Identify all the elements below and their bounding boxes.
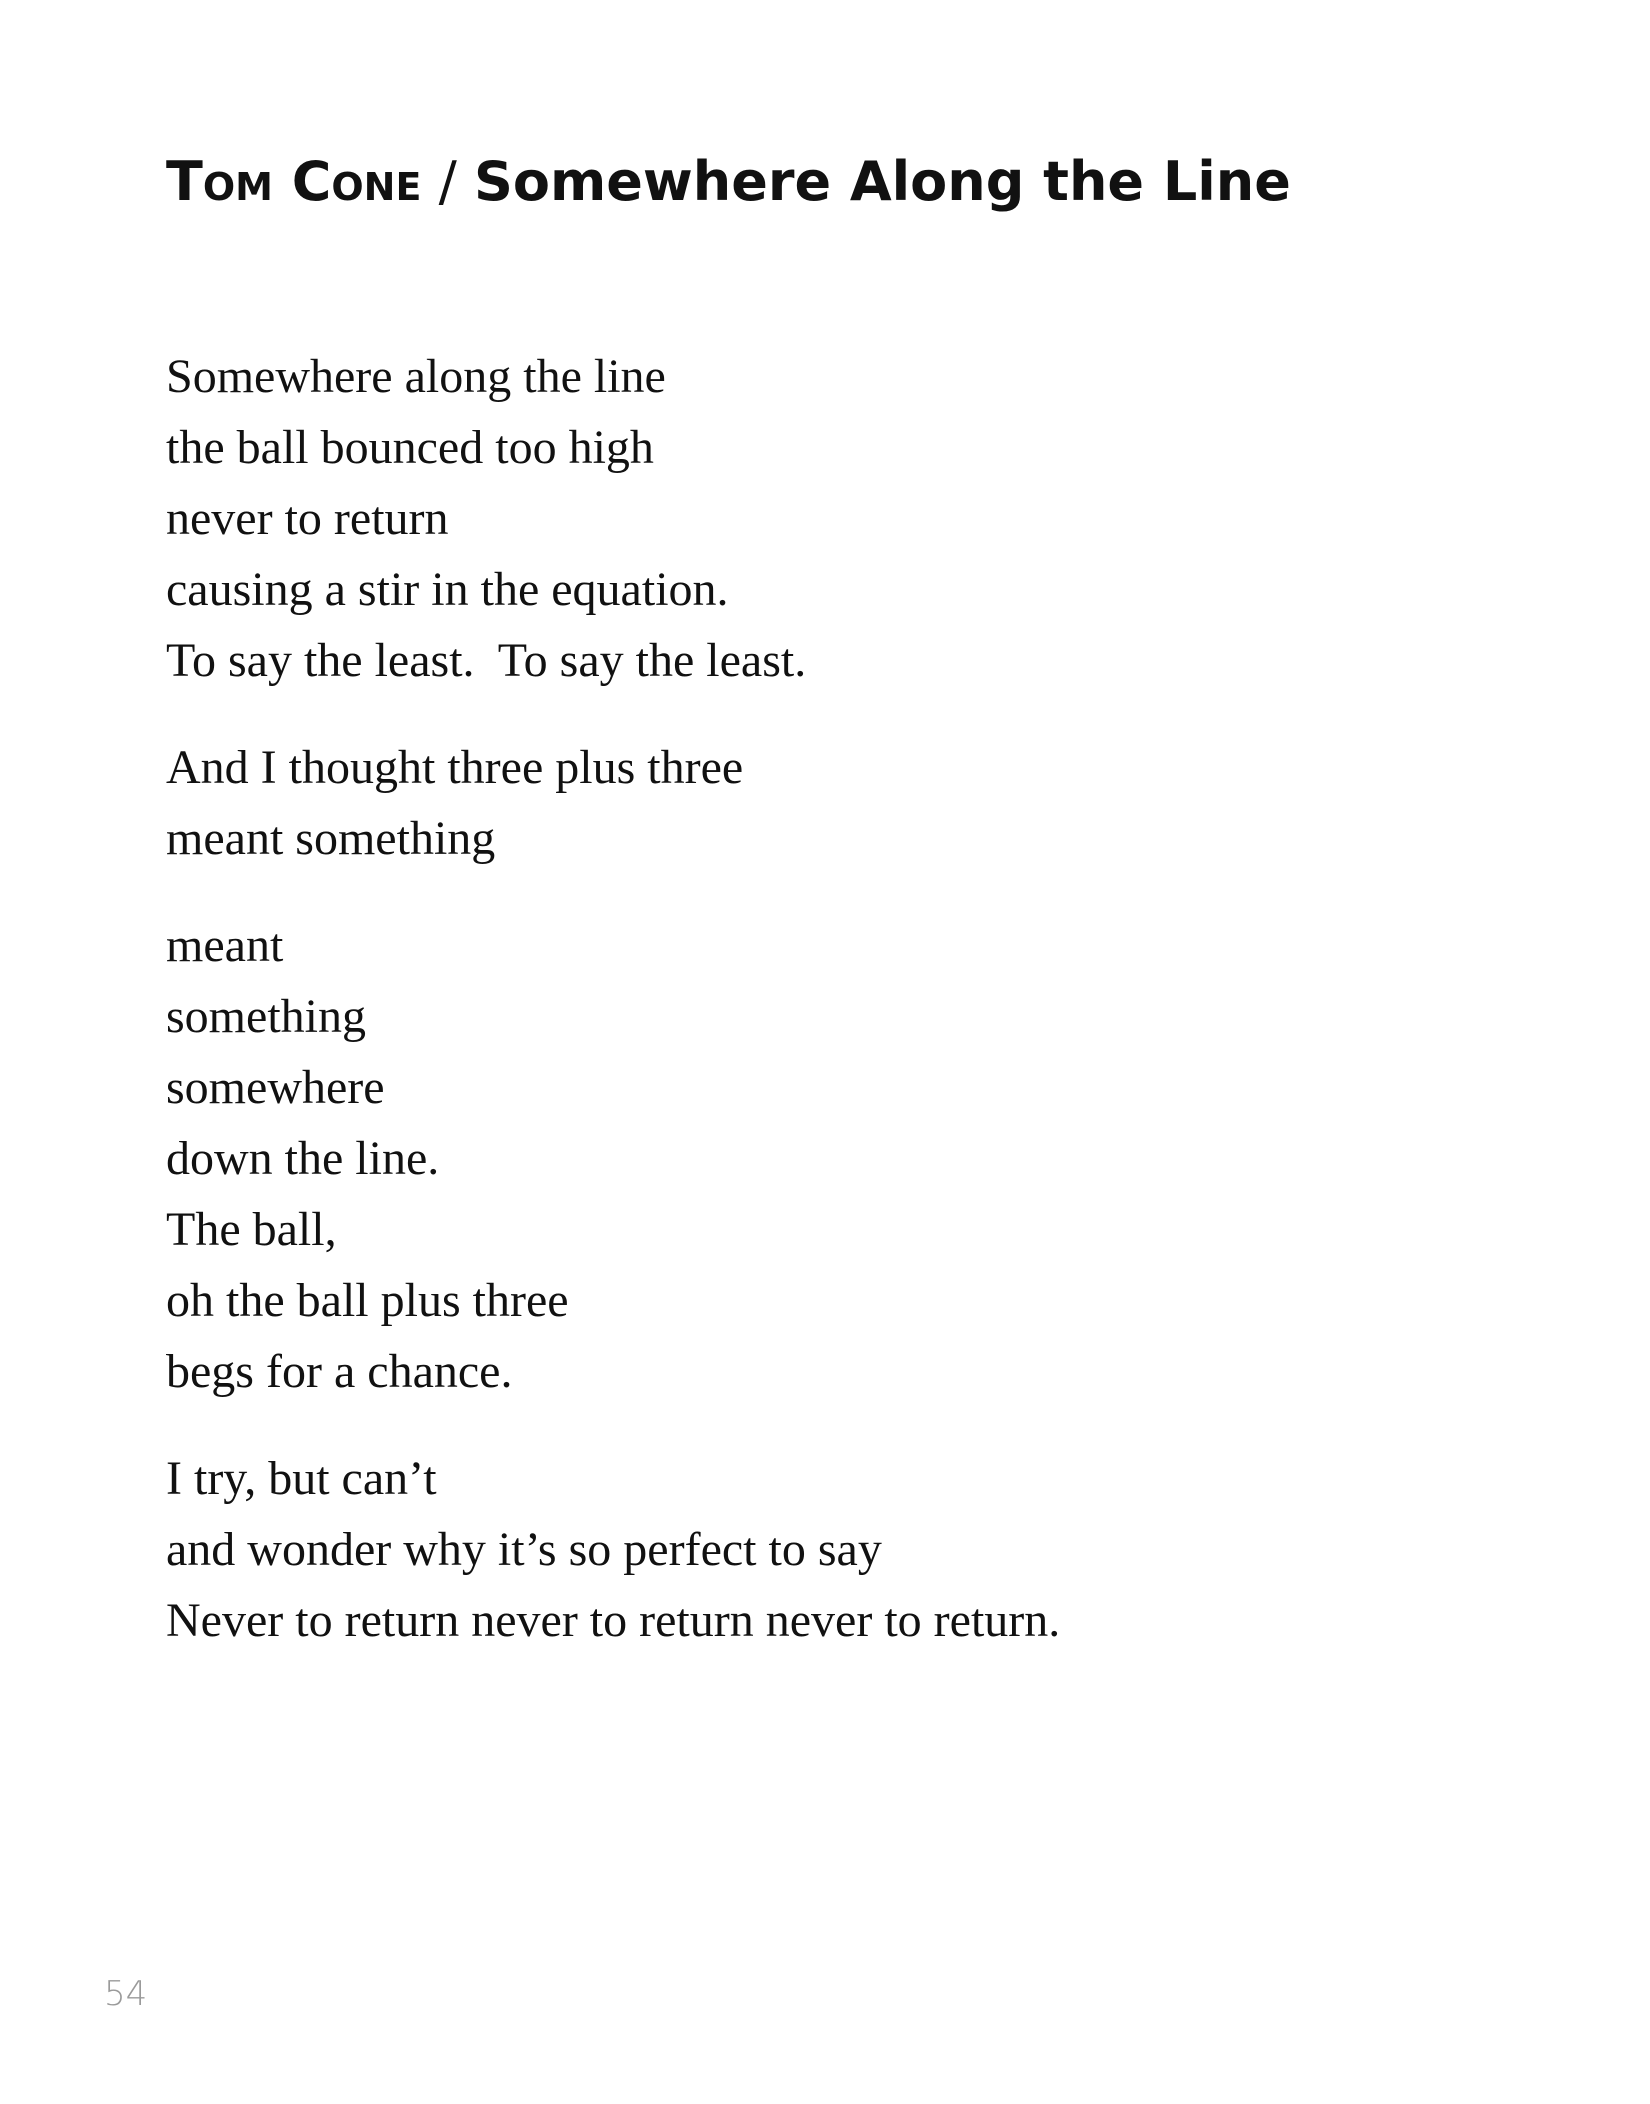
- author-name: Tom Cone: [166, 150, 422, 213]
- poem-line: Never to return never to return never to return.: [166, 1594, 1061, 1647]
- poem-line: oh the ball plus three: [166, 1274, 569, 1327]
- poem-line: meant: [166, 919, 284, 972]
- stanza: [166, 341, 1060, 696]
- stanza: [166, 910, 1060, 1407]
- poem-body: [166, 341, 1060, 1692]
- stanza: [166, 1443, 1060, 1656]
- poem-line: I try, but can’t: [166, 1452, 437, 1505]
- poem-line: meant something: [166, 812, 496, 865]
- poem-line: causing a stir in the equation.: [166, 563, 729, 616]
- page-number: 54: [104, 1974, 148, 2014]
- poem-line: begs for a chance.: [166, 1345, 513, 1398]
- poem-line: And I thought three plus three: [166, 741, 744, 794]
- poem-line: To say the least. To say the least.: [166, 634, 807, 687]
- poem-line: never to return: [166, 492, 449, 545]
- poem-line: The ball,: [166, 1203, 337, 1256]
- poem-line: Somewhere along the line: [166, 350, 666, 403]
- poem-title: Somewhere Along the Line: [473, 150, 1291, 213]
- poem-line: something: [166, 990, 366, 1043]
- stanza: [166, 732, 1060, 874]
- poem-line: down the line.: [166, 1132, 440, 1185]
- page-title: [166, 150, 1291, 215]
- title-separator: /: [421, 150, 474, 213]
- poem-line: the ball bounced too high: [166, 421, 654, 474]
- poem-line: and wonder why it’s so perfect to say: [166, 1523, 882, 1576]
- poem-line: somewhere: [166, 1061, 385, 1114]
